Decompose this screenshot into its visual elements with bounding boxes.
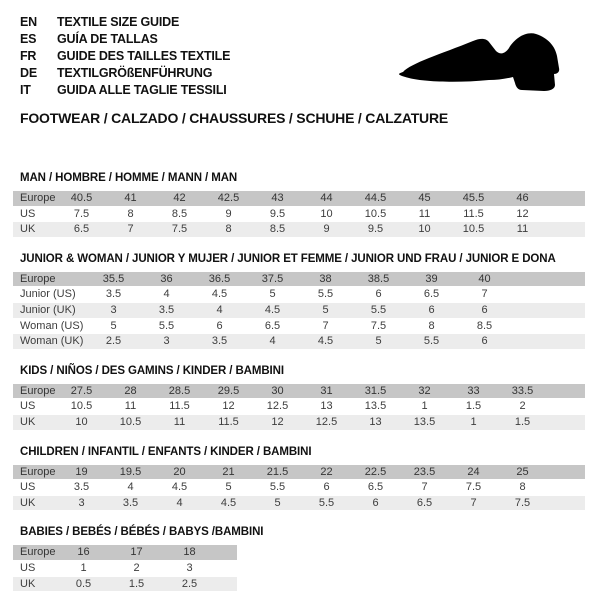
table-row — [13, 480, 585, 496]
section-title: JUNIOR & WOMAN / JUNIOR Y MUJER / JUNIOR ET FEMME / JUNIOR UND FRAU / JUNIOR E DONA — [20, 252, 556, 265]
size-value-cell: 13 — [351, 414, 400, 430]
row-spacer — [547, 191, 585, 206]
size-value-cell: 10.5 — [351, 206, 400, 222]
size-value-cell: 44 — [302, 191, 351, 206]
size-value-cell: 33.5 — [498, 384, 547, 399]
table-row — [13, 222, 585, 238]
guide-title-en: TEXTILE SIZE GUIDE — [57, 14, 180, 29]
size-value-cell: 4 — [140, 287, 193, 303]
size-value-cell: 5 — [204, 480, 253, 496]
size-value-cell: 38 — [299, 272, 352, 287]
size-value-cell: 4.5 — [155, 480, 204, 496]
size-value-cell: 18 — [163, 545, 216, 560]
row-label: Junior (UK) — [13, 302, 87, 318]
row-label: Junior (US) — [13, 287, 87, 303]
size-value-cell: 4 — [155, 495, 204, 511]
size-value-cell: 6 — [458, 302, 511, 318]
size-value-cell: 20 — [155, 465, 204, 480]
size-value-cell: 3.5 — [87, 287, 140, 303]
size-table — [13, 191, 585, 238]
size-value-cell: 12 — [204, 399, 253, 415]
row-label: Europe — [13, 272, 87, 287]
size-value-cell: 3 — [163, 560, 216, 576]
section-title: KIDS / NIÑOS / DES GAMINS / KINDER / BAMBINI — [20, 364, 284, 377]
table-row — [13, 545, 237, 560]
section-title: MAN / HOMBRE / HOMME / MANN / MAN — [20, 172, 238, 184]
row-spacer — [547, 206, 585, 222]
size-value-cell: 10 — [57, 414, 106, 430]
size-value-cell: 9.5 — [351, 222, 400, 238]
size-value-cell: 8 — [405, 318, 458, 334]
size-value-cell: 1.5 — [110, 576, 163, 592]
size-value-cell: 30 — [253, 384, 302, 399]
tables-container — [0, 172, 600, 592]
size-value-cell: 7.5 — [57, 206, 106, 222]
size-value-cell: 2.5 — [163, 576, 216, 592]
size-value-cell: 4 — [193, 302, 246, 318]
table-row — [13, 384, 585, 399]
row-spacer — [216, 576, 237, 592]
size-value-cell: 40.5 — [57, 191, 106, 206]
size-value-cell: 10 — [302, 206, 351, 222]
size-value-cell: 3.5 — [140, 302, 193, 318]
row-label: UK — [13, 414, 57, 430]
size-value-cell: 11.5 — [449, 206, 498, 222]
size-value-cell: 11 — [498, 222, 547, 238]
size-value-cell: 39 — [405, 272, 458, 287]
size-value-cell: 17 — [110, 545, 163, 560]
size-value-cell: 0.5 — [57, 576, 110, 592]
size-value-cell: 8.5 — [155, 206, 204, 222]
table-row — [13, 206, 585, 222]
size-value-cell: 5.5 — [352, 302, 405, 318]
row-spacer — [547, 222, 585, 238]
size-value-cell: 45.5 — [449, 191, 498, 206]
table-row — [13, 414, 585, 430]
size-value-cell: 13 — [302, 399, 351, 415]
size-value-cell: 10.5 — [449, 222, 498, 238]
row-label: Woman (US) — [13, 318, 87, 334]
size-value-cell: 46 — [498, 191, 547, 206]
size-value-cell: 7 — [299, 318, 352, 334]
size-value-cell: 19 — [57, 465, 106, 480]
size-value-cell: 40 — [458, 272, 511, 287]
table-row — [13, 272, 585, 287]
size-table-section — [13, 446, 600, 512]
language-code: IT — [20, 82, 31, 97]
table-row — [13, 302, 585, 318]
row-spacer — [216, 560, 237, 576]
guide-title-fr: GUIDE DES TAILLES TEXTILE — [57, 48, 231, 63]
size-value-cell: 12 — [498, 206, 547, 222]
size-value-cell: 31 — [302, 384, 351, 399]
size-value-cell: 8.5 — [458, 318, 511, 334]
size-value-cell: 6.5 — [57, 222, 106, 238]
row-spacer — [511, 318, 585, 334]
table-row — [13, 399, 585, 415]
size-value-cell: 21 — [204, 465, 253, 480]
size-value-cell: 28 — [106, 384, 155, 399]
size-value-cell: 5.5 — [140, 318, 193, 334]
size-value-cell: 9 — [302, 222, 351, 238]
size-value-cell: 6 — [405, 302, 458, 318]
document-header — [0, 0, 600, 126]
size-value-cell: 12 — [253, 414, 302, 430]
row-spacer — [547, 399, 585, 415]
size-value-cell: 1 — [449, 414, 498, 430]
size-value-cell: 6 — [458, 334, 511, 350]
table-row — [13, 465, 585, 480]
size-value-cell: 7 — [449, 495, 498, 511]
size-value-cell: 5 — [253, 495, 302, 511]
row-spacer — [547, 495, 585, 511]
size-value-cell: 3 — [140, 334, 193, 350]
size-value-cell: 3 — [57, 495, 106, 511]
size-value-cell: 6 — [351, 495, 400, 511]
size-value-cell: 5 — [299, 302, 352, 318]
size-value-cell: 11 — [106, 399, 155, 415]
category-line: FOOTWEAR / CALZADO / CHAUSSURES / SCHUHE / CALZATURE — [20, 110, 449, 126]
table-row — [13, 560, 237, 576]
row-label: US — [13, 206, 57, 222]
size-value-cell: 10 — [400, 222, 449, 238]
size-value-cell: 6 — [302, 480, 351, 496]
row-spacer — [511, 334, 585, 350]
size-value-cell: 8.5 — [253, 222, 302, 238]
size-value-cell: 35.5 — [87, 272, 140, 287]
row-spacer — [547, 465, 585, 480]
size-value-cell: 4.5 — [193, 287, 246, 303]
shoe-icon — [393, 28, 571, 100]
size-value-cell: 6.5 — [405, 287, 458, 303]
size-value-cell: 44.5 — [351, 191, 400, 206]
size-value-cell: 12.5 — [253, 399, 302, 415]
size-value-cell: 7 — [458, 287, 511, 303]
size-value-cell: 2 — [110, 560, 163, 576]
size-table — [13, 465, 585, 512]
size-table-section — [13, 172, 600, 238]
row-label: US — [13, 399, 57, 415]
row-spacer — [511, 302, 585, 318]
table-row — [13, 576, 237, 592]
language-code: DE — [20, 65, 37, 80]
row-spacer — [511, 287, 585, 303]
size-value-cell: 6 — [193, 318, 246, 334]
size-value-cell: 4.5 — [299, 334, 352, 350]
size-table — [13, 545, 237, 592]
size-value-cell: 41 — [106, 191, 155, 206]
size-value-cell: 9.5 — [253, 206, 302, 222]
size-value-cell: 4.5 — [246, 302, 299, 318]
row-label: Europe — [13, 384, 57, 399]
row-spacer — [547, 384, 585, 399]
size-table — [13, 384, 585, 431]
guide-title-de: TEXTILGRÖßENFÜHRUNG — [57, 65, 213, 80]
size-value-cell: 9 — [204, 206, 253, 222]
size-value-cell: 1.5 — [498, 414, 547, 430]
row-spacer — [511, 272, 585, 287]
size-value-cell: 6.5 — [351, 480, 400, 496]
size-value-cell: 5 — [87, 318, 140, 334]
size-value-cell: 42.5 — [204, 191, 253, 206]
size-value-cell: 29.5 — [204, 384, 253, 399]
size-value-cell: 38.5 — [352, 272, 405, 287]
size-value-cell: 12.5 — [302, 414, 351, 430]
size-value-cell: 2.5 — [87, 334, 140, 350]
size-value-cell: 7.5 — [155, 222, 204, 238]
size-value-cell: 45 — [400, 191, 449, 206]
size-value-cell: 23.5 — [400, 465, 449, 480]
size-value-cell: 11.5 — [155, 399, 204, 415]
table-row — [13, 191, 585, 206]
size-value-cell: 11.5 — [204, 414, 253, 430]
section-title: CHILDREN / INFANTIL / ENFANTS / KINDER / BAMBINI — [20, 445, 312, 458]
size-table-section — [13, 365, 600, 431]
table-row — [13, 318, 585, 334]
table-row — [13, 334, 585, 350]
size-value-cell: 6 — [352, 287, 405, 303]
size-value-cell: 3.5 — [57, 480, 106, 496]
size-value-cell: 6.5 — [400, 495, 449, 511]
row-spacer — [216, 545, 237, 560]
size-value-cell: 43 — [253, 191, 302, 206]
language-code: FR — [20, 48, 37, 63]
size-value-cell: 4.5 — [204, 495, 253, 511]
size-value-cell: 5.5 — [302, 495, 351, 511]
row-label: UK — [13, 222, 57, 238]
size-value-cell: 3.5 — [193, 334, 246, 350]
size-value-cell: 8 — [204, 222, 253, 238]
size-value-cell: 7 — [400, 480, 449, 496]
size-value-cell: 5.5 — [253, 480, 302, 496]
size-value-cell: 2 — [498, 399, 547, 415]
size-value-cell: 13.5 — [351, 399, 400, 415]
row-label: Europe — [13, 545, 57, 560]
size-value-cell: 1 — [400, 399, 449, 415]
size-value-cell: 36 — [140, 272, 193, 287]
size-value-cell: 1 — [57, 560, 110, 576]
size-value-cell: 5.5 — [405, 334, 458, 350]
size-value-cell: 1.5 — [449, 399, 498, 415]
guide-title-es: GUÍA DE TALLAS — [57, 31, 158, 46]
size-table — [13, 272, 585, 350]
size-value-cell: 6.5 — [246, 318, 299, 334]
table-row — [13, 287, 585, 303]
size-value-cell: 4 — [106, 480, 155, 496]
size-value-cell: 25 — [498, 465, 547, 480]
size-value-cell: 33 — [449, 384, 498, 399]
size-value-cell: 13.5 — [400, 414, 449, 430]
size-value-cell: 7.5 — [498, 495, 547, 511]
size-value-cell: 7.5 — [449, 480, 498, 496]
size-value-cell: 7 — [106, 222, 155, 238]
size-value-cell: 22 — [302, 465, 351, 480]
row-spacer — [547, 480, 585, 496]
size-value-cell: 4 — [246, 334, 299, 350]
size-table-section — [13, 526, 600, 592]
size-value-cell: 16 — [57, 545, 110, 560]
row-label: UK — [13, 495, 57, 511]
row-label: Woman (UK) — [13, 334, 87, 350]
size-value-cell: 8 — [106, 206, 155, 222]
size-value-cell: 5 — [352, 334, 405, 350]
row-label: Europe — [13, 191, 57, 206]
guide-title-it: GUIDA ALLE TAGLIE TESSILI — [57, 82, 227, 97]
size-value-cell: 24 — [449, 465, 498, 480]
size-value-cell: 3 — [87, 302, 140, 318]
size-value-cell: 36.5 — [193, 272, 246, 287]
size-value-cell: 3.5 — [106, 495, 155, 511]
size-value-cell: 10.5 — [57, 399, 106, 415]
size-value-cell: 31.5 — [351, 384, 400, 399]
size-value-cell: 10.5 — [106, 414, 155, 430]
size-value-cell: 42 — [155, 191, 204, 206]
size-value-cell: 22.5 — [351, 465, 400, 480]
size-value-cell: 19.5 — [106, 465, 155, 480]
size-value-cell: 7.5 — [352, 318, 405, 334]
row-spacer — [547, 414, 585, 430]
language-code: ES — [20, 31, 37, 46]
section-title: BABIES / BEBÉS / BÉBÉS / BABYS /BAMBINI — [20, 526, 264, 539]
size-value-cell: 32 — [400, 384, 449, 399]
row-label: US — [13, 480, 57, 496]
size-value-cell: 21.5 — [253, 465, 302, 480]
row-label: Europe — [13, 465, 57, 480]
table-row — [13, 495, 585, 511]
size-value-cell: 28.5 — [155, 384, 204, 399]
size-value-cell: 5 — [246, 287, 299, 303]
row-label: US — [13, 560, 57, 576]
size-table-section — [13, 253, 600, 350]
size-value-cell: 5.5 — [299, 287, 352, 303]
size-value-cell: 11 — [400, 206, 449, 222]
size-value-cell: 11 — [155, 414, 204, 430]
size-value-cell: 27.5 — [57, 384, 106, 399]
size-value-cell: 8 — [498, 480, 547, 496]
language-code: EN — [20, 14, 37, 29]
size-value-cell: 37.5 — [246, 272, 299, 287]
row-label: UK — [13, 576, 57, 592]
